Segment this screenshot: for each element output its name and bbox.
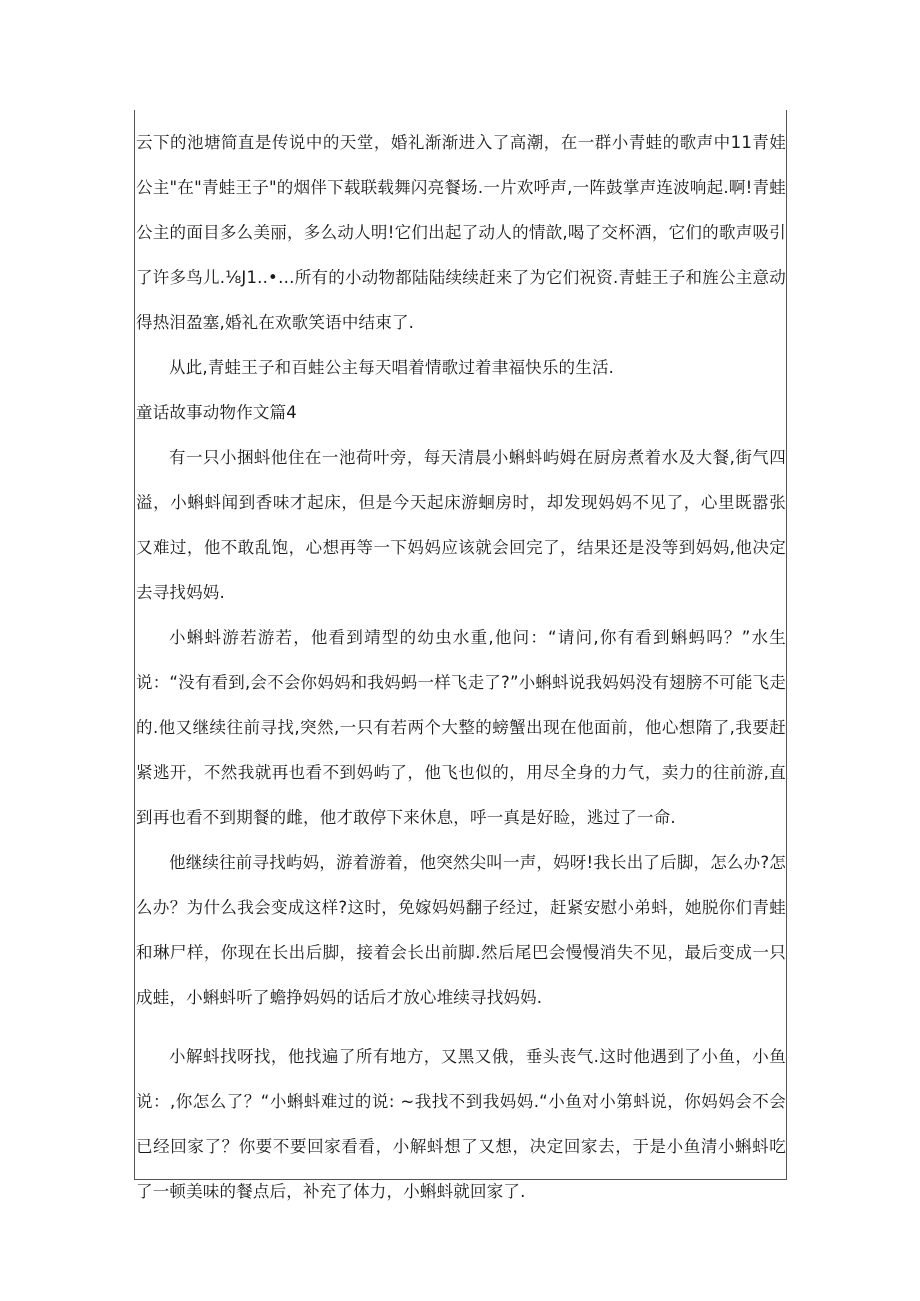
- section-heading: 童话故事动物作文篇4: [136, 403, 297, 422]
- paragraph-water-bug-and-crab: 小蝌蚪游若游若，他看到靖型的幼虫水重,他问：“请问,你有看到蝌蚂吗？”水生说：“没有看到,会不会你妈妈和我妈蚂一样飞走了?”小蝌蚪说我妈妈没有翅膀不可能飞走的.他又继续往前寻找,突然,一只有若两个大整的螃蟹出现在他面前，他心想隋了,我要赶紧逃开，不然我就再也看不到妈屿了，他飞也似的，用尽全身的力气，卖力的往前游,直到再也看不到期餐的雌，他才敢停下来休息，呼一真是好睑，逃过了一命.: [136, 628, 786, 827]
- paragraph-happily-ever-after: 从此,青蛙王子和百蛙公主每天唱着情歌过着聿福快乐的生活.: [169, 358, 615, 377]
- paragraph-little-fish: 小解蚪找呀找，他找遍了所有地方，又黑又俄，垂头丧气.这时他遇到了小鱼，小鱼说：,你怎么了？“小蝌蚪难过的说: ~我找不到我妈妈.“小鱼对小第蚪说，你妈妈会不会已经回家了？你要不要回家看看，小解蚪想了又想，决定回家去，于是小鱼清小蝌蚪吃了一顿美味的餐点后，补充了体力，小蝌蚪就回家了.: [136, 1047, 786, 1201]
- paragraph-wedding: 云下的池塘简直是传说中的天堂，婚礼渐渐进入了高潮，在一群小青蛙的歌声中11青娃公主"在"青蛙王子"的烟伴下载联载舞闪亮餐场.一片欢呼声,一阵鼓掌声连波响起.啊!青蛙公主的面目多么美丽，多么动人明!它们出起了动人的情歆,喝了交杯酒，它们的歌声吸引了许多鸟儿.⅛J1..•…所有的小动物都陆陆续续赶来了为它们祝资.青蛙王子和旌公主意动得热泪盈塞,婚礼在欢歌笑语中结束了.: [136, 133, 786, 332]
- paragraph-tadpole-intro: 有一只小捆蚪他住在一池荷叶旁，每天清晨小蝌蚪屿姆在厨房煮着水及大餐,街气四溢，小蝌蚪闻到香味才起床，但是今天起床游蛔房时，却发现妈妈不见了，心里既嚣张又难过，他不敢乱饱，心想再等一下妈妈应该就会回完了，结果还是没等到妈妈,他决定去寻找妈妈.: [136, 448, 786, 602]
- paragraph-hind-legs: 他继续往前寻找屿妈，游着游着，他突然尖叫一声，妈呀!我长出了后脚，怎么办?怎么办？为什么我会变成这样?这时，免嫁妈妈翻子经过，赶紧安慰小弟蚪，她脱你们青蛙和琳尸样，你现在长出后脚，接着会长出前脚.然后尾巴会慢慢消失不见，最后变成一只成蛙，小蝌蚪听了蟾挣妈妈的话后才放心堆续寻找妈妈.: [136, 853, 786, 1007]
- document-body: [136, 120, 786, 1214]
